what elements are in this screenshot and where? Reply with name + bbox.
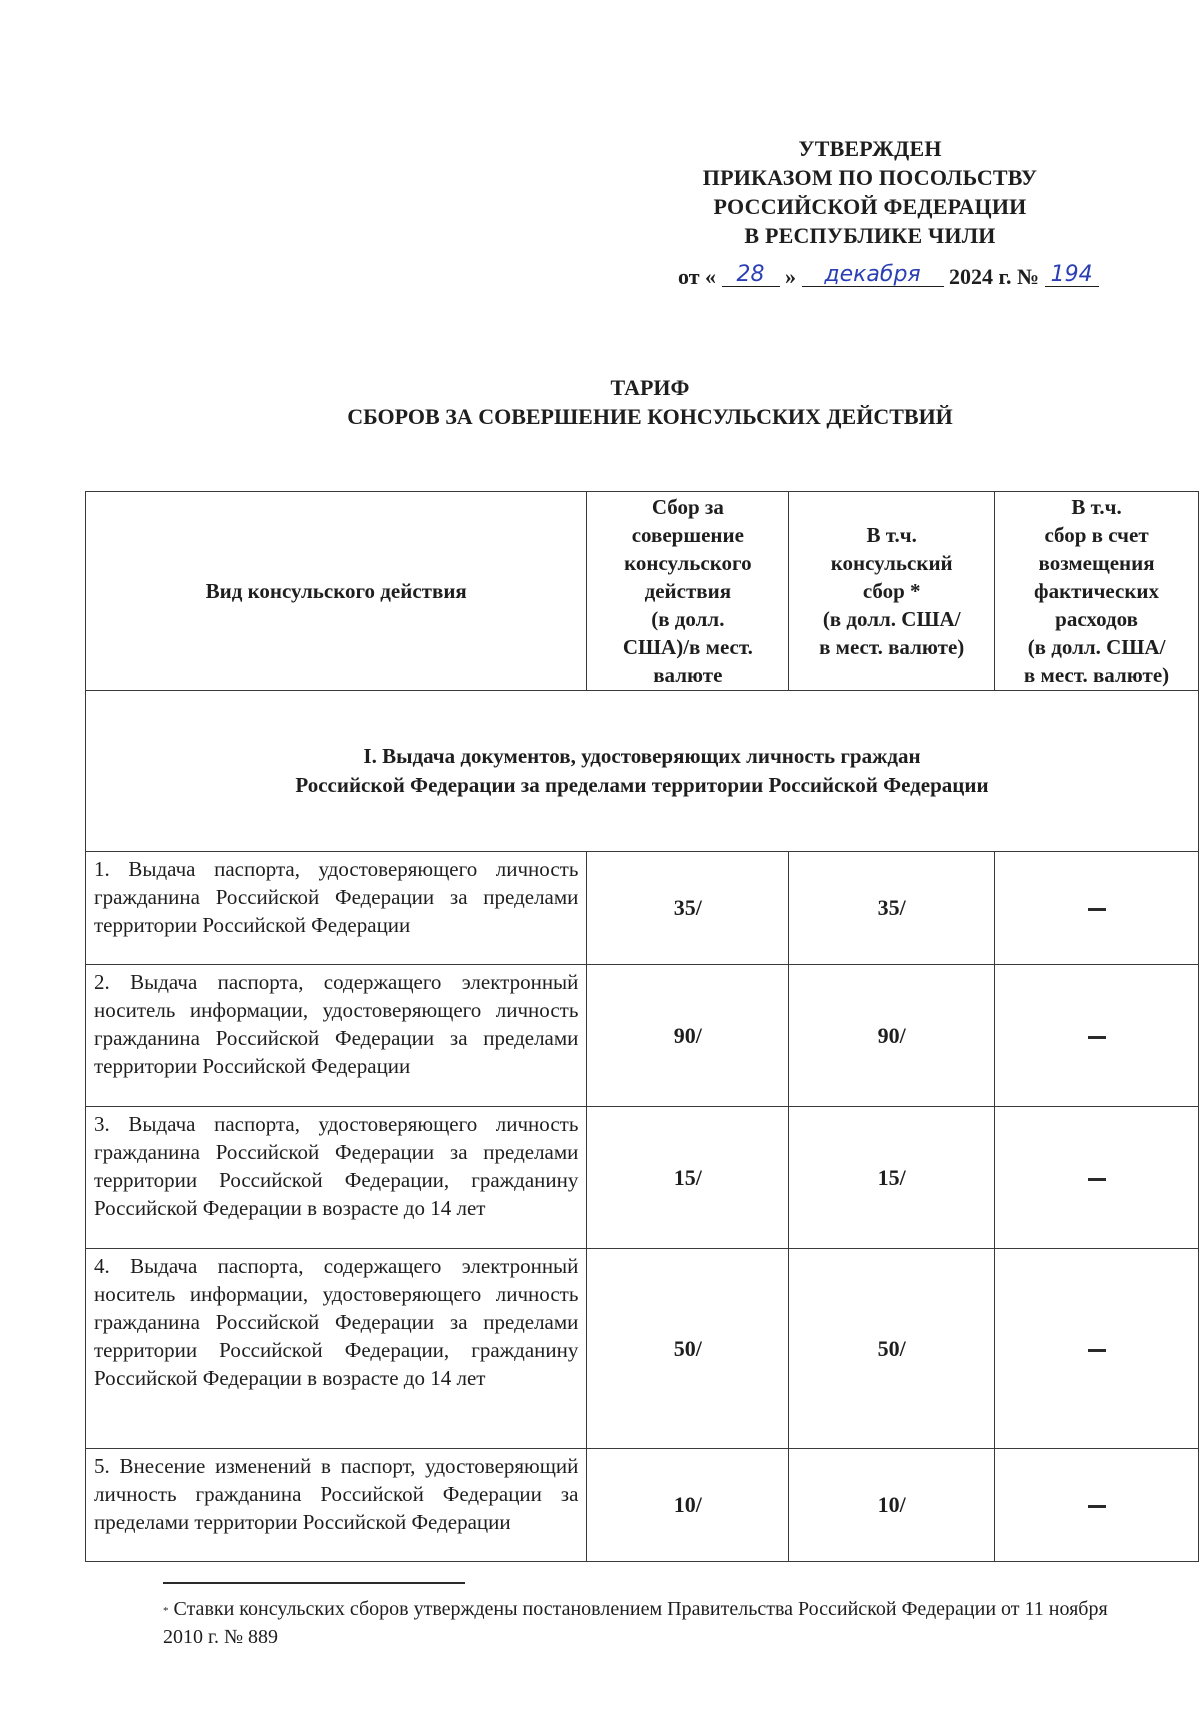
title-line-tariff: ТАРИФ <box>610 375 690 400</box>
header-total-fee <box>587 492 789 691</box>
approval-date-line <box>678 262 1099 292</box>
title-line-subtitle: СБОРОВ ЗА СОВЕРШЕНИЕ КОНСУЛЬСКИХ ДЕЙСТВИЙ <box>347 404 953 429</box>
section-heading <box>86 691 1199 852</box>
row-consular-fee: 10/ <box>789 1449 995 1562</box>
row-description: 4. Выдача паспорта, содержащего электронный носитель информации, удостоверяющего личность гражданина Российской Федерации за пределами территории Российской Федерации, гражданину Российской Федерации в возрасте до 14 лет <box>86 1249 587 1449</box>
header-line: В т.ч. <box>1071 495 1122 519</box>
order-number-handwritten: 194 <box>1050 262 1093 287</box>
row-description: 1. Выдача паспорта, удостоверяющего личность гражданина Российской Федерации за пределами территории Российской Федерации <box>86 852 587 965</box>
approval-stamp <box>640 134 1100 250</box>
section-heading-line: Российской Федерации за пределами территории Российской Федерации <box>295 773 989 797</box>
date-year-text: 2024 г. № <box>949 264 1040 289</box>
row-total-fee: 10/ <box>587 1449 789 1562</box>
tariff-table <box>85 491 1199 1562</box>
section-row <box>86 691 1199 852</box>
header-line: США)/в мест. <box>622 635 753 659</box>
order-number-field <box>1045 262 1099 287</box>
header-line: консульского <box>624 551 752 575</box>
dash-icon <box>1088 908 1106 911</box>
header-action-type: Вид консульского действия <box>86 492 587 691</box>
row-consular-fee: 90/ <box>789 965 995 1107</box>
header-line: (в долл. США/ <box>1027 635 1166 659</box>
footnote <box>163 1595 1143 1651</box>
header-line: сбор * <box>862 579 921 603</box>
approval-line-federation: РОССИЙСКОЙ ФЕДЕРАЦИИ <box>713 194 1027 219</box>
row-total-fee: 50/ <box>587 1249 789 1449</box>
approval-line-approved: УТВЕРЖДЕН <box>798 136 942 161</box>
date-day-handwritten: 28 <box>736 262 765 287</box>
header-line: возмещения <box>1038 551 1155 575</box>
document-title <box>100 373 1200 431</box>
section-heading-line: I. Выдача документов, удостоверяющих личность граждан <box>363 744 921 768</box>
date-prefix: от « <box>678 264 717 289</box>
row-consular-fee: 15/ <box>789 1107 995 1249</box>
row-total-fee: 90/ <box>587 965 789 1107</box>
row-consular-fee: 35/ <box>789 852 995 965</box>
header-line: сбор в счет <box>1044 523 1149 547</box>
table-header-row <box>86 492 1199 691</box>
table-row <box>86 852 1199 965</box>
header-consular-fee <box>789 492 995 691</box>
dash-icon <box>1088 1036 1106 1039</box>
footnote-text: Ставки консульских сборов утверждены постановлением Правительства Российской Федерации от 11 ноября 2010 г. № 889 <box>163 1598 1108 1648</box>
header-line: (в долл. <box>651 607 725 631</box>
header-line: расходов <box>1055 607 1138 631</box>
dash-icon <box>1088 1505 1106 1508</box>
table-row <box>86 1249 1199 1449</box>
row-expenses-fee <box>995 1249 1199 1449</box>
header-line: В т.ч. <box>866 523 917 547</box>
footnote-marker: * <box>163 1605 169 1617</box>
header-line: фактических <box>1034 579 1160 603</box>
header-line: в мест. валюте) <box>1023 663 1170 687</box>
footnote-divider <box>163 1582 465 1584</box>
header-expenses-fee <box>995 492 1199 691</box>
table-row <box>86 965 1199 1107</box>
table-row <box>86 1107 1199 1249</box>
row-expenses-fee <box>995 1449 1199 1562</box>
row-expenses-fee <box>995 852 1199 965</box>
row-total-fee: 15/ <box>587 1107 789 1249</box>
row-expenses-fee <box>995 1107 1199 1249</box>
date-month-field <box>802 262 944 287</box>
row-consular-fee: 50/ <box>789 1249 995 1449</box>
header-line: совершение <box>631 523 744 547</box>
row-expenses-fee <box>995 965 1199 1107</box>
dash-icon <box>1088 1349 1106 1352</box>
row-total-fee: 35/ <box>587 852 789 965</box>
header-line: в мест. валюте) <box>819 635 965 659</box>
date-month-handwritten: декабря <box>824 262 921 287</box>
approval-line-chile: В РЕСПУБЛИКЕ ЧИЛИ <box>744 223 996 248</box>
row-description: 2. Выдача паспорта, содержащего электронный носитель информации, удостоверяющего личность гражданина Российской Федерации за пределами территории Российской Федерации <box>86 965 587 1107</box>
header-line: (в долл. США/ <box>822 607 961 631</box>
row-description: 3. Выдача паспорта, удостоверяющего личность гражданина Российской Федерации за пределами территории Российской Федерации, гражданину Российской Федерации в возрасте до 14 лет <box>86 1107 587 1249</box>
approval-line-order: ПРИКАЗОМ ПО ПОСОЛЬСТВУ <box>702 165 1038 190</box>
table-row <box>86 1449 1199 1562</box>
date-day-field <box>722 262 780 287</box>
row-description: 5. Внесение изменений в паспорт, удостоверяющий личность гражданина Российской Федерации за пределами территории Российской Федерации <box>86 1449 587 1562</box>
dash-icon <box>1088 1178 1106 1181</box>
header-line: валюте <box>653 663 723 687</box>
header-line: Сбор за <box>651 495 724 519</box>
header-line: консульский <box>830 551 953 575</box>
date-quote-close: » <box>785 264 797 289</box>
header-line: действия <box>644 579 732 603</box>
